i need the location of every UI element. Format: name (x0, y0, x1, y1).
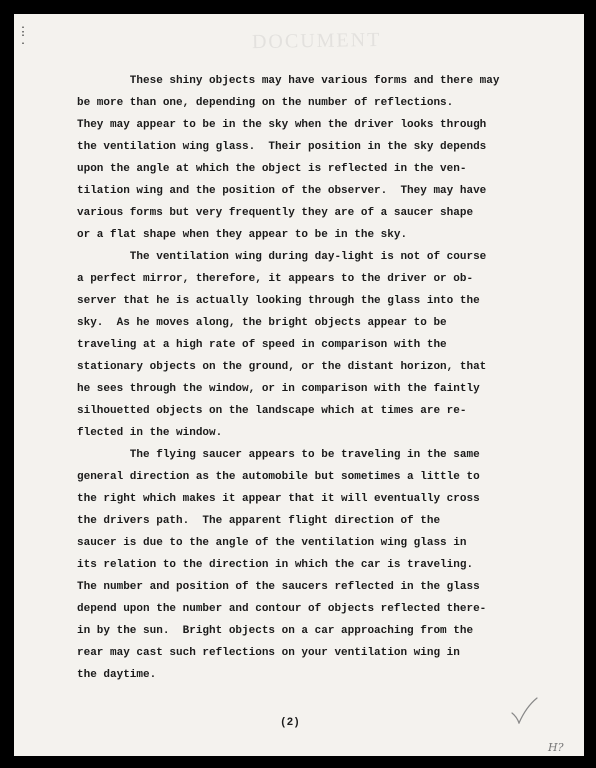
text-line: These shiny objects may have various forms and there may (77, 75, 500, 87)
text-line: various forms but very frequently they are of a saucer shape (77, 207, 474, 219)
text-line: traveling at a high rate of speed in comparison with the (77, 339, 447, 351)
page-number: (2) (280, 717, 300, 729)
text-line: or a flat shape when they appear to be in the sky. (77, 229, 408, 241)
text-line: the ventilation wing glass. Their position in the sky depends (77, 141, 487, 153)
text-line: The flying saucer appears to be traveling in the same (77, 449, 480, 461)
corner-handwritten-mark: H? (548, 741, 564, 754)
text-line: stationary objects on the ground, or the distant horizon, that (77, 361, 487, 373)
text-line: he sees through the window, or in comparison with the faintly (77, 383, 480, 395)
text-line: general direction as the automobile but sometimes a little to (77, 471, 480, 483)
text-line: The number and position of the saucers reflected in the glass (77, 581, 480, 593)
text-line: upon the angle at which the object is reflected in the ven- (77, 163, 467, 175)
text-line: the daytime. (77, 669, 157, 681)
text-line: in by the sun. Bright objects on a car approaching from the (77, 625, 474, 637)
text-line: the drivers path. The apparent flight direction of the (77, 515, 441, 527)
body-text (77, 70, 547, 686)
text-line: the right which makes it appear that it will eventually cross (77, 493, 480, 505)
paragraphs-container (77, 70, 547, 686)
text-line: tilation wing and the position of the observer. They may have (77, 185, 487, 197)
specks-decoration: . : . (20, 20, 27, 47)
text-line: The ventilation wing during day-light is not of course (77, 251, 487, 263)
text-line: silhouetted objects on the landscape which at times are re- (77, 405, 467, 417)
text-line: server that he is actually looking through the glass into the (77, 295, 480, 307)
pen-check-mark-icon (509, 696, 539, 724)
text-line: its relation to the direction in which the car is traveling. (77, 559, 474, 571)
text-line: saucer is due to the angle of the ventilation wing glass in (77, 537, 467, 549)
text-line: rear may cast such reflections on your ventilation wing in (77, 647, 460, 659)
document-page (14, 14, 584, 756)
faded-stamp: DOCUMENT (251, 28, 382, 54)
text-line: depend upon the number and contour of objects reflected there- (77, 603, 487, 615)
text-line: sky. As he moves along, the bright objects appear to be (77, 317, 447, 329)
text-line: flected in the window. (77, 427, 223, 439)
text-line: a perfect mirror, therefore, it appears to the driver or ob- (77, 273, 474, 285)
text-line: They may appear to be in the sky when the driver looks through (77, 119, 487, 131)
text-line: be more than one, depending on the number of reflections. (77, 97, 454, 109)
